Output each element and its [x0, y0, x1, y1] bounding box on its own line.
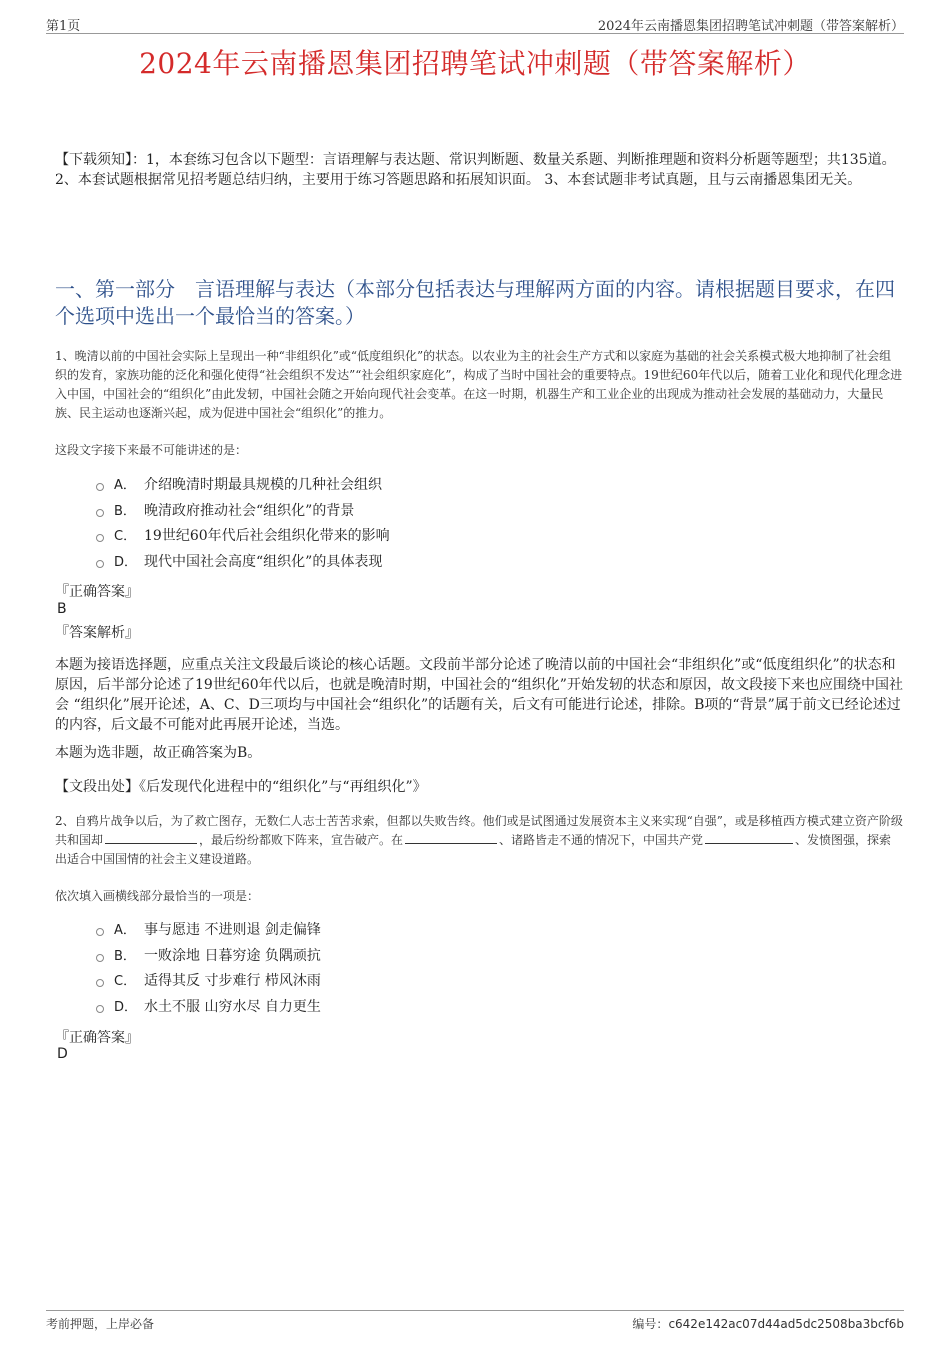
- option-b[interactable]: [96, 944, 896, 970]
- radio-icon[interactable]: [96, 483, 104, 491]
- question-1-stem: 1、晚清以前的中国社会实际上呈现出一种“非组织化”或“低度组织化”的状态。以农业为主的社会生产方式和以家庭为基础的社会关系模式极大地抑制了社会组织的发育，家族功能的泛化和强化使得“社会组织不发达”“社会组织家庭化”，构成了当时中国社会的重要特点。19世纪60年代以后，随着工业化和现代化理念进入中国，中国社会的“组织化”由此发轫，中国社会随之开始向现代社会变革。在这一时期，机器生产和工业企业的出现成为推动社会发展的基础动力，大量民族、民主运动也逐渐兴起，成为促进中国社会“组织化”的推力。: [55, 349, 903, 420]
- document-title: 2024年云南播恩集团招聘笔试冲刺题（带答案解析）: [139, 47, 811, 80]
- option-a[interactable]: [96, 918, 896, 944]
- option-d[interactable]: [96, 995, 896, 1021]
- question-2-stem: [55, 812, 903, 869]
- option-d[interactable]: [96, 550, 896, 576]
- code-value: c642e142ac07d44ad5dc2508ba3bcf6b: [668, 1317, 904, 1331]
- option-letter: C．: [114, 529, 137, 545]
- option-text: 介绍晚清时期最具规模的几种社会组织: [144, 477, 382, 494]
- radio-icon[interactable]: [96, 928, 104, 936]
- option-letter: B．: [114, 503, 136, 519]
- option-c[interactable]: [96, 969, 896, 995]
- option-letter: D．: [114, 554, 138, 570]
- fill-blank: [105, 831, 197, 844]
- explanation-label: 『答案解析』: [55, 625, 139, 641]
- option-letter: B．: [114, 948, 136, 964]
- radio-icon[interactable]: [96, 509, 104, 517]
- header-title: 2024年云南播恩集团招聘笔试冲刺题（带答案解析）: [597, 19, 904, 34]
- answer-label: 『正确答案』: [55, 584, 139, 600]
- radio-icon[interactable]: [96, 560, 104, 568]
- stem-text: 、发愤图强，探索出适合中国国情的社会主义建设道路。: [55, 833, 892, 866]
- option-letter: C．: [114, 974, 137, 990]
- question-1-options: [96, 473, 896, 575]
- option-c[interactable]: [96, 524, 896, 550]
- radio-icon[interactable]: [96, 1005, 104, 1013]
- radio-icon[interactable]: [96, 534, 104, 542]
- question-2-options: [96, 918, 896, 1020]
- option-letter: D．: [114, 999, 138, 1015]
- explanation-text: 本题为接语选择题，应重点关注文段最后谈论的核心话题。文段前半部分论述了晚清以前的中国社会“非组织化”或“低度组织化”的状态和原因，后半部分论述了19世纪60年代以后，也就是晚清时期，中国社会的“组织化”开始发轫的状态和原因，故文段接下来也应围绕中国社会 “组织化”展开论述，A、C、D三项均与中国社会“组织化”的话题有关，后文有可能进行论述，排除。B项的“背景”属于前文已经论述过的内容，后文最不可能对此再展开论述，当选。: [55, 657, 903, 733]
- answer-value: D: [57, 1046, 68, 1062]
- option-text: 一败涂地 日暮穷途 负隅顽抗: [144, 947, 321, 964]
- answer-value: B: [57, 601, 67, 617]
- stem-text: 2、自鸦片战争以后，为了救亡图存，无数仁人志士苦苦求索，但都以失败告终。他们或是试图通过发展资本主义来实现“自强”，或是移植西方模式建立资产阶级共和国却: [55, 814, 903, 847]
- option-text: 事与愿违 不进则退 剑走偏锋: [144, 922, 321, 939]
- download-notice: 【下载须知】：1，本套练习包含以下题型：言语理解与表达题、常识判断题、数量关系题、判断推理题和资料分析题等题型；共135道。 2、本套试题根据常见招考题总结归纳，主要用于练习答题思路和拓展知识面。 3、本套试题非考试真题，且与云南播恩集团无关。: [55, 152, 896, 188]
- passage-source: 【文段出处】《后发现代化进程中的“组织化”与“再组织化”》: [55, 779, 427, 795]
- page-number: 第1页: [46, 19, 81, 34]
- option-letter: A．: [114, 478, 136, 494]
- code-label: 编号：: [632, 1317, 669, 1331]
- option-letter: A．: [114, 923, 136, 939]
- stem-text: 、诸路皆走不通的情况下，中国共产党: [499, 833, 704, 847]
- question-1-prompt: 这段文字接下来最不可能讲述的是：: [55, 443, 248, 457]
- page-footer: [46, 1310, 904, 1335]
- option-text: 现代中国社会高度“组织化”的具体表现: [144, 553, 383, 570]
- footer-slogan: 考前押题，上岸必备: [46, 1317, 155, 1331]
- section-heading: 一、第一部分 言语理解与表达（本部分包括表达与理解两方面的内容。请根据题目要求，在四个选项中选出一个最恰当的答案。）: [55, 277, 895, 328]
- option-text: 适得其反 寸步难行 栉风沐雨: [144, 973, 321, 990]
- option-text: 19世纪60年代后社会组织化带来的影响: [144, 528, 390, 545]
- question-2-prompt: 依次填入画横线部分最恰当的一项是：: [55, 889, 260, 903]
- radio-icon[interactable]: [96, 954, 104, 962]
- radio-icon[interactable]: [96, 979, 104, 987]
- answer-label: 『正确答案』: [55, 1030, 139, 1046]
- option-b[interactable]: [96, 499, 896, 525]
- footer-code: [632, 1315, 904, 1332]
- fill-blank: [705, 831, 793, 844]
- option-text: 晚清政府推动社会“组织化”的背景: [144, 502, 355, 519]
- option-a[interactable]: [96, 473, 896, 499]
- option-text: 水土不服 山穷水尽 自力更生: [144, 998, 321, 1015]
- page-header: [46, 13, 904, 34]
- stem-text: ，最后纷纷都败下阵来，宣告破产。在: [199, 833, 404, 847]
- fill-blank: [405, 831, 497, 844]
- explanation-conclusion: 本题为选非题，故正确答案为B。: [55, 745, 262, 761]
